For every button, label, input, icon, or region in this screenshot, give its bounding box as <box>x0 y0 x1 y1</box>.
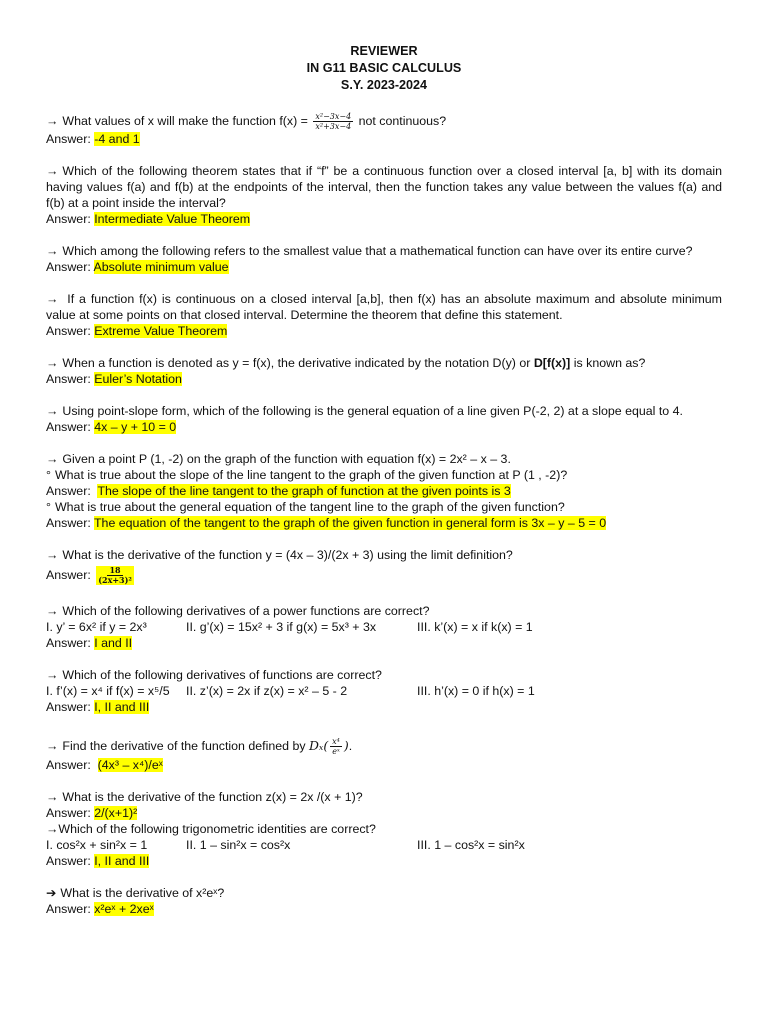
arrow-icon: → <box>46 164 59 179</box>
option-i: I. y’ = 6x² if y = 2x³ <box>46 620 147 635</box>
question-12-text: What is the derivative of the function z(x) = 2x /(x + 1)? <box>62 790 363 805</box>
degree-bullet-icon: ° <box>46 500 51 515</box>
answer-1: -4 and 1 <box>94 132 140 147</box>
answer-label: Answer: <box>46 420 91 435</box>
question-6 <box>46 403 722 435</box>
question-3-text: Which among the following refers to the smallest value that a mathematical function can have over its entire curve? <box>62 244 693 259</box>
question-2 <box>46 163 722 227</box>
question-5-text-before: When a function is denoted as y = f(x), the derivative indicated by the notation D(y) or <box>62 356 534 371</box>
question-4 <box>46 291 722 339</box>
derivative-operator: Dₓ <box>308 738 324 754</box>
question-1-text-before: What values of x will make the function f(x) = <box>62 114 312 128</box>
fraction-numerator: x⁴ <box>332 737 340 747</box>
arrow-icon: → <box>46 404 59 419</box>
question-13 <box>46 821 722 869</box>
answer-label: Answer: <box>46 636 91 651</box>
question-14-text: What is the derivative of x²eˣ? <box>60 886 225 901</box>
question-7 <box>46 451 722 531</box>
question-9-options <box>46 619 722 635</box>
answer-6: 4x – y + 10 = 0 <box>94 420 177 435</box>
question-11-text-after: . <box>348 739 353 754</box>
answer-14: x²eˣ + 2xeˣ <box>94 902 154 917</box>
question-1 <box>46 111 722 147</box>
arrow-icon: → <box>46 244 59 259</box>
answer-label: Answer: <box>46 854 91 869</box>
arrow-icon: ➔ <box>46 886 57 901</box>
question-14 <box>46 885 722 917</box>
question-11: → Find the derivative of the function defined by Dₓ( $\frac{\text{x⁴}}{\text{eˣ}}$ ). Answer: (4x³ – x⁴)/eˣ <box>46 737 353 773</box>
option-ii: II. 1 – sin²x = cos²x <box>186 838 291 853</box>
answer-10: I, II and III <box>94 700 150 715</box>
option-iii: III. 1 – cos²x = sin²x <box>417 838 525 853</box>
question-7-sub-1: What is true about the slope of the line tangent to the graph of the given function at P (1 , -2)? <box>54 468 568 483</box>
arrow-icon: → <box>46 604 59 619</box>
question-8-text: What is the derivative of the function y = (4x – 3)/(2x + 3) using the limit definition? <box>62 548 513 563</box>
answer-label: Answer: <box>46 902 91 917</box>
option-iii: III. k’(x) = x if k(x) = 1 <box>417 620 533 635</box>
question-12 <box>46 789 722 821</box>
option-i: I. f’(x) = x⁴ if f(x) = x⁵/5 <box>46 684 170 699</box>
question-5-text-after: is known as? <box>570 356 646 371</box>
answer-label: Answer: <box>46 758 91 773</box>
answer-label: Answer: <box>46 516 91 531</box>
answer-label: Answer: <box>46 372 91 387</box>
document-title <box>46 43 722 94</box>
title-line-3: S.Y. 2023-2024 <box>340 78 428 92</box>
arrow-icon: → <box>46 668 59 683</box>
answer-9: I and II <box>94 636 133 651</box>
question-13-options <box>46 837 722 853</box>
question-4-text: If a function f(x) is continuous on a closed interval [a,b], then f(x) has an absolute maximum and absolute minimum value at some points on that closed interval. Determine the theorem that define this statement. <box>46 292 722 323</box>
title-line-1: REVIEWER <box>350 44 418 58</box>
answer-3: Absolute minimum value <box>93 260 229 275</box>
degree-bullet-icon: ° <box>46 468 51 483</box>
answer-label: Answer: <box>46 212 91 227</box>
option-i: I. cos²x + sin²x = 1 <box>46 838 148 853</box>
question-2-text: Which of the following theorem states that if “f” be a continuous function over a closed interval [a, b] with its domain having values f(a) and f(b) at the endpoints of the interval, then the function takes any value between the values f(a) and f(b) at a point inside the interval? <box>46 164 722 211</box>
question-7-text: Given a point P (1, -2) on the graph of the function with equation f(x) = 2x² – x – 3. <box>62 452 511 467</box>
question-5 <box>46 355 722 387</box>
fraction-numerator: x²−3x−4 <box>315 112 352 122</box>
arrow-icon: → <box>46 452 59 467</box>
answer-2: Intermediate Value Theorem <box>94 212 251 227</box>
question-10 <box>46 667 722 715</box>
answer-5: Euler’s Notation <box>94 372 182 387</box>
answer-label: Answer: <box>46 806 91 821</box>
arrow-icon: → <box>46 822 59 837</box>
answer-8-denominator: (2x+3)² <box>98 575 132 586</box>
question-11-fraction <box>330 737 342 756</box>
option-ii: II. z’(x) = 2x if z(x) = x² – 5 - 2 <box>186 684 348 699</box>
answer-label: Answer: <box>46 568 91 583</box>
option-iii: III. h’(x) = 0 if h(x) = 1 <box>417 684 535 699</box>
function-fraction <box>313 112 353 131</box>
answer-label: Answer: <box>46 324 91 339</box>
question-1-text-after: not continuous? <box>355 114 447 128</box>
answer-label: Answer: <box>46 484 91 499</box>
question-6-text: Using point-slope form, which of the following is the general equation of a line given P(-2, 2) at a slope equal to 4. <box>62 404 683 419</box>
question-13-text: Which of the following trigonometric identities are correct? <box>58 822 376 837</box>
answer-label: Answer: <box>46 260 91 275</box>
question-9-text: Which of the following derivatives of a power functions are correct? <box>62 604 430 619</box>
arrow-icon: → <box>46 114 59 128</box>
answer-label: Answer: <box>46 700 91 715</box>
arrow-icon: → <box>46 548 59 563</box>
reviewer-page <box>46 43 722 917</box>
question-5-bold-notation: D[f(x)] <box>533 356 571 371</box>
answer-13: I, II and III <box>94 854 150 869</box>
arrow-icon: → <box>46 790 59 805</box>
answer-7a: The slope of the line tangent to the graph of function at the given points is 3 <box>97 484 511 499</box>
option-ii: II. g’(x) = 15x² + 3 if g(x) = 5x³ + 3x <box>186 620 377 635</box>
question-11-text-before: Find the derivative of the function defined by <box>62 739 309 754</box>
fraction-denominator: x²+3x−4 <box>315 122 352 132</box>
question-8 <box>46 547 722 587</box>
answer-8-fraction <box>96 566 134 585</box>
answer-4: Extreme Value Theorem <box>94 324 228 339</box>
question-3 <box>46 243 722 275</box>
answer-11: (4x³ – x⁴)/eˣ <box>97 758 163 773</box>
answer-12: 2/(x+1)² <box>94 806 138 821</box>
fraction-denominator: eˣ <box>332 747 340 757</box>
question-7-sub-2: What is true about the general equation of the tangent line to the graph of the given function? <box>54 500 565 515</box>
answer-label: Answer: <box>46 132 91 147</box>
arrow-icon: → <box>46 739 59 754</box>
question-10-text: Which of the following derivatives of functions are correct? <box>62 668 382 683</box>
answer-7b: The equation of the tangent to the graph of the given function in general form is 3x – y – 5 = 0 <box>93 516 607 531</box>
arrow-icon: → <box>46 292 59 307</box>
question-10-options <box>46 683 722 699</box>
title-line-2: IN G11 BASIC CALCULUS <box>306 61 462 75</box>
question-9 <box>46 603 722 651</box>
answer-8-numerator: 18 <box>109 565 121 576</box>
arrow-icon: → <box>46 356 59 371</box>
